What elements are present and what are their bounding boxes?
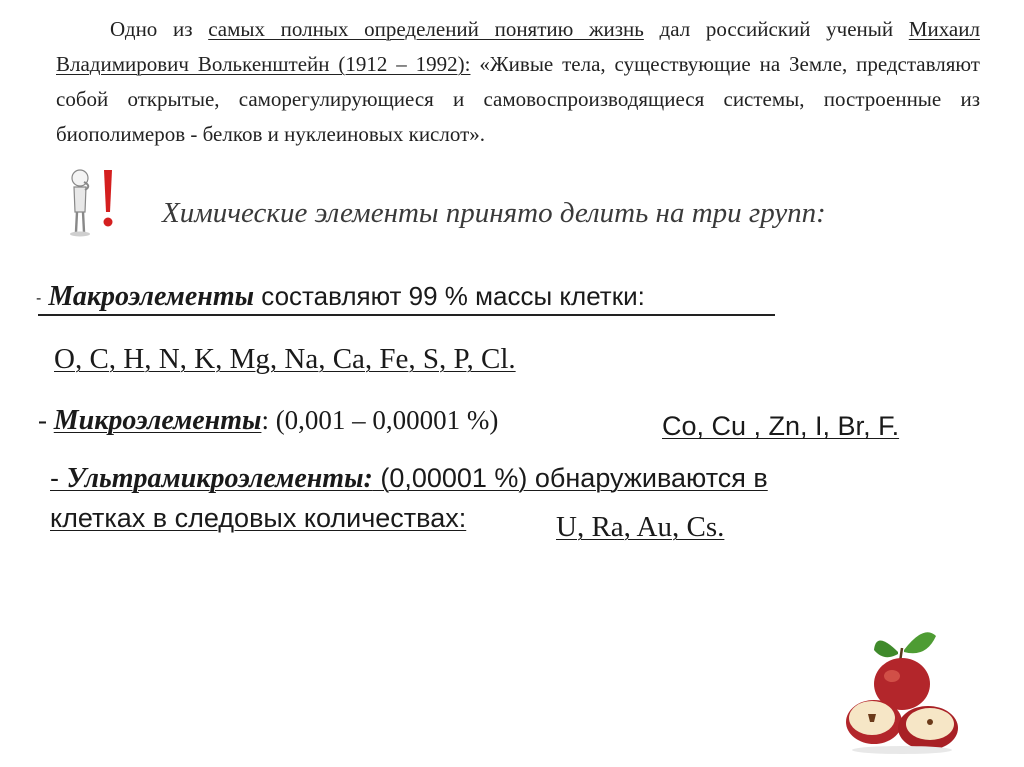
red-apples-image (836, 622, 966, 756)
ultra-line (50, 463, 768, 495)
ultra-line-2: клетках в следовых количествах: (50, 503, 467, 533)
macro-dash: - (36, 290, 42, 308)
macro-text: составляют 99 % массы клетки: (254, 281, 645, 311)
ultra-term: Ультрамикроэлементы: (66, 463, 373, 494)
scientist-name: Михаил Владимирович Волькенштейн (1912 – 1992): (56, 17, 980, 76)
intro-prefix: Одно из (110, 17, 209, 41)
intro-underlined: самых полных определений понятию жизнь (208, 17, 644, 41)
section-heading: Химические элементы принято делить на три групп: (162, 197, 826, 229)
macro-line (36, 281, 645, 313)
ultra-elements: U, Ra, Au, Cs. (556, 511, 725, 543)
ultra-dash: - (50, 463, 67, 493)
micro-term: Микроэлементы (53, 405, 262, 436)
ultra-text: (0,00001 %) обнаруживаются в (372, 463, 768, 493)
intro-paragraph (56, 12, 980, 152)
macro-term: Макроэлементы (41, 281, 255, 312)
macro-underline (38, 314, 775, 316)
intro-mid: дал российский ученый (643, 17, 909, 41)
micro-line (38, 405, 498, 437)
macro-elements: O, C, H, N, K, Mg, Na, Ca, Fe, S, P, Cl. (54, 343, 516, 375)
micro-text: : (0,001 – 0,00001 %) (261, 405, 499, 435)
micro-elements: Co, Cu , Zn, I, Br, F. (662, 411, 900, 441)
micro-dash: - (38, 405, 54, 435)
thinking-man-exclamation-icon (60, 156, 124, 240)
intro-quote: «Живые тела, существующие на Земле, представляют собой открытые, саморегулирующиеся и самовоспроизводящиеся системы, построенные из биополимеров - белков и нуклеиновых кислот». (56, 52, 980, 146)
